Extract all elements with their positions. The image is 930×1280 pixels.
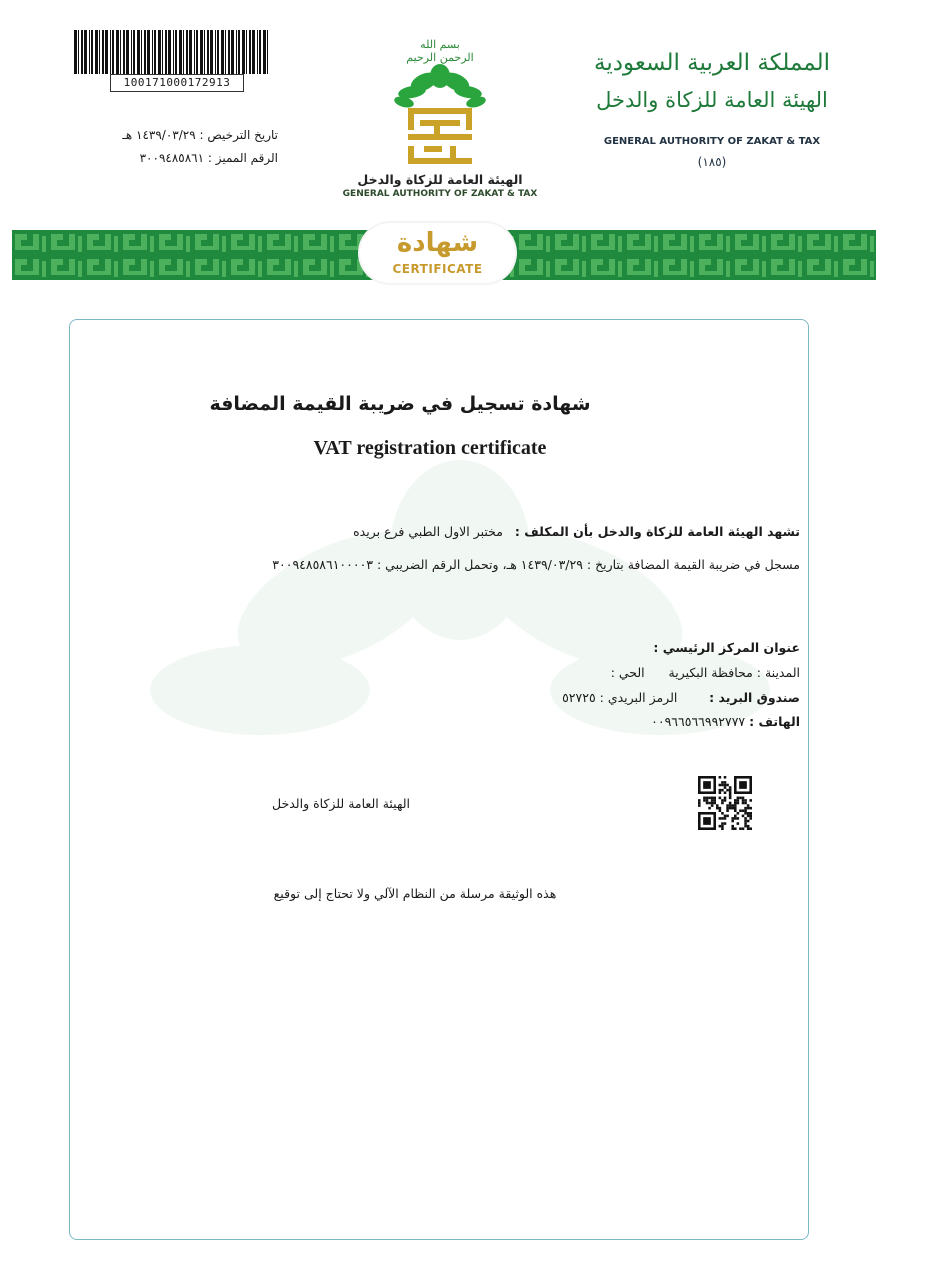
taxpayer-name: مختبر الاول الطبي فرع بريده — [353, 524, 503, 539]
certificate-title-en: VAT registration certificate — [313, 437, 547, 459]
license-date: تاريخ الترخيص : ١٤٣٩/٠٣/٢٩ هـ — [122, 128, 278, 142]
postal-code-value: ٥٢٧٢٥ — [562, 690, 596, 705]
authority-signature: الهيئة العامة للزكاة والدخل — [272, 796, 410, 811]
district-label: الحي : — [610, 665, 645, 680]
po-box-label: صندوق البريد : — [709, 690, 800, 705]
distinctive-number: الرقم المميز : ٣٠٠٩٤٨٥٨٦١ — [139, 151, 278, 165]
center-authority-ar: الهيئة العامة للزكاة والدخل — [357, 172, 523, 187]
certify-line — [280, 524, 800, 539]
phone-value: ٠٠٩٦٦٥٦٦٩٩٢٧٧٧ — [651, 714, 746, 729]
address-po-row — [500, 690, 800, 705]
certificate-title-ar: شهادة تسجيل في ضريبة القيمة المضافة — [209, 393, 591, 415]
certificate-label-en: CERTIFICATE — [392, 262, 483, 276]
automated-document-note: هذه الوثيقة مرسلة من النظام الآلي ولا تحتاج إلى توقيع — [273, 886, 557, 901]
qr-code-icon — [698, 776, 752, 830]
address-title: عنوان المركز الرئيسي : — [653, 640, 800, 655]
right-authority-ar: الهيئة العامة للزكاة والدخل — [596, 88, 828, 112]
phone-label: الهاتف : — [749, 714, 800, 729]
authority-code: (١٨٥) — [697, 155, 727, 169]
city-label: المدينة : — [756, 665, 800, 680]
barcode-number: 100171000172913 — [110, 74, 244, 92]
kingdom-name-ar: المملكة العربية السعودية — [594, 50, 830, 76]
basmala-calligraphy: بسم الله الرحمن الرحيم — [406, 38, 474, 64]
certify-label: تشهد الهيئة العامة للزكاة والدخل بأن المكلف : — [514, 524, 800, 539]
city-value: محافظة البكيرية — [668, 665, 753, 680]
zakat-tax-logo — [390, 62, 490, 172]
center-authority-en: GENERAL AUTHORITY OF ZAKAT & TAX — [342, 189, 538, 199]
postal-code-label: الرمز البريدي : — [599, 690, 678, 705]
address-city-row — [500, 665, 800, 680]
certificate-label-ar: شهادة — [396, 228, 479, 258]
right-authority-en: GENERAL AUTHORITY OF ZAKAT & TAX — [603, 136, 821, 147]
registration-line: مسجل في ضريبة القيمة المضافة بتاريخ : ١٤٣٩/٠٣/٢٩ هـ، وتحمل الرقم الضريبي : ٣٠٠٩٤٨٥٨٦١٠٠٠٠٣ — [272, 557, 800, 572]
address-phone-row — [500, 714, 800, 729]
